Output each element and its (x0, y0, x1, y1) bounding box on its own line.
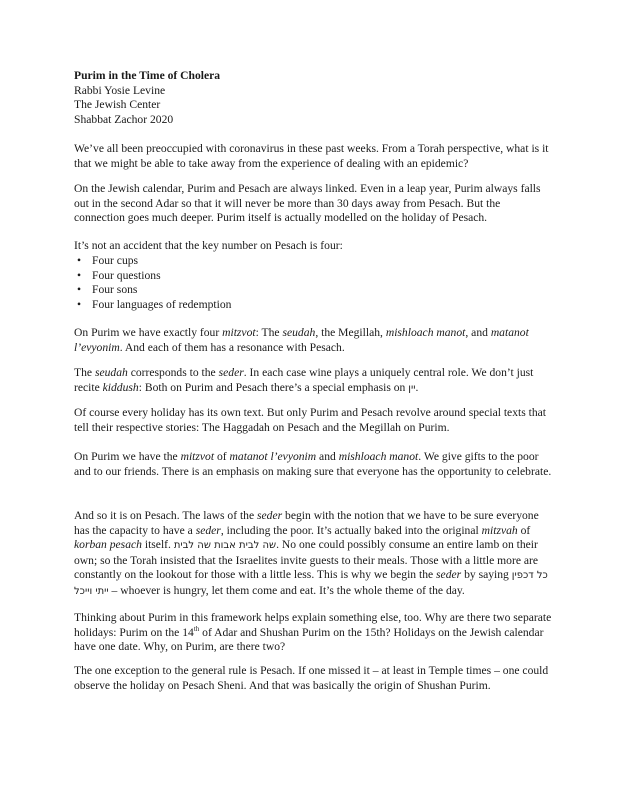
four-things-list (74, 254, 231, 312)
bullet-glyph: • (77, 268, 82, 282)
list-item: • Four cups (77, 254, 139, 267)
institution-line: The Jewish Center (74, 98, 161, 112)
paragraph-5: The seudah corresponds to the seder. In each case wine plays a uniquely central role. We don’t just recite kiddush: Both on Purim and Pesach there’s a special emphasis on יין. (74, 366, 534, 394)
bullet-glyph: • (77, 297, 82, 311)
document-header (74, 69, 552, 127)
author-line: Rabbi Yosie Levine (74, 83, 166, 97)
paragraph-4: On Purim we have exactly four mitzvot: The seudah, the Megillah, mishloach manot, and matanot l’evyonim. And each of them has a resonance with Pesach. (74, 326, 529, 354)
list-item: • Four sons (77, 283, 138, 297)
paragraph-10: The one exception to the general rule is Pesach. If one missed it – at least in Temple times – one could observe the holiday on Pesach Sheni. And that was basically the origin of Shushan Purim. (74, 664, 549, 692)
paragraph-2: On the Jewish calendar, Purim and Pesach are always linked. Even in a leap year, Purim always falls out in the second Adar so that it will never be more than 30 days away from Pesach. But the connection goes much deeper. Purim itself is actually modelled on the holiday of Pesach. (74, 182, 541, 225)
paragraph-6: Of course every holiday has its own text. But only Purim and Pesach revolve around special texts that tell their respective stories: The Haggadah on Pesach and the Megillah on Purim. (74, 406, 547, 434)
document-title: Purim in the Time of Cholera (74, 69, 221, 82)
paragraph-7: On Purim we have the mitzvot of matanot l’evyonim and mishloach manot. We give gifts to the poor and to our friends. There is an emphasis on making sure that everyone has the opportunity to celebrate. (74, 450, 552, 478)
occasion-line: Shabbat Zachor 2020 (74, 112, 174, 126)
bullet-glyph: • (77, 283, 82, 297)
list-item: • Four languages of redemption (77, 297, 232, 311)
bullet-glyph: • (77, 254, 82, 267)
list-item: • Four questions (77, 268, 161, 282)
paragraph-1: We’ve all been preoccupied with coronavirus in these past weeks. From a Torah perspective, what is it that we might be able to take away from the experience of dealing with an epidemic? (74, 142, 549, 170)
paragraph-3: It’s not an accident that the key number on Pesach is four: (74, 239, 343, 252)
paragraph-9: Thinking about Purim in this framework helps explain something else, too. Why are there two separate holidays: Purim on the 14th of Adar and Shushan Purim on the 15th? Holidays on the Jewish calendar have one date. Why, on Purim, are there two? (74, 611, 552, 654)
paragraph-8: And so it is on Pesach. The laws of the seder begin with the notion that we have to be sure everyone has the capacity to have a seder, including the poor. It’s actually baked into the original mitzvah of korban pesach itself. שה לבית אבות שה לבית. No one could possibly consume an entire lamb on their own; so the Torah insisted that the Israelites invite guests to their meals. Those with a little more are constantly on the lookout for those with a little less. This is why we begin the seder by saying כל דכפין ייתי וייכל – whoever is hungry, let them come and eat. It’s the whole theme of the day. (74, 509, 548, 597)
